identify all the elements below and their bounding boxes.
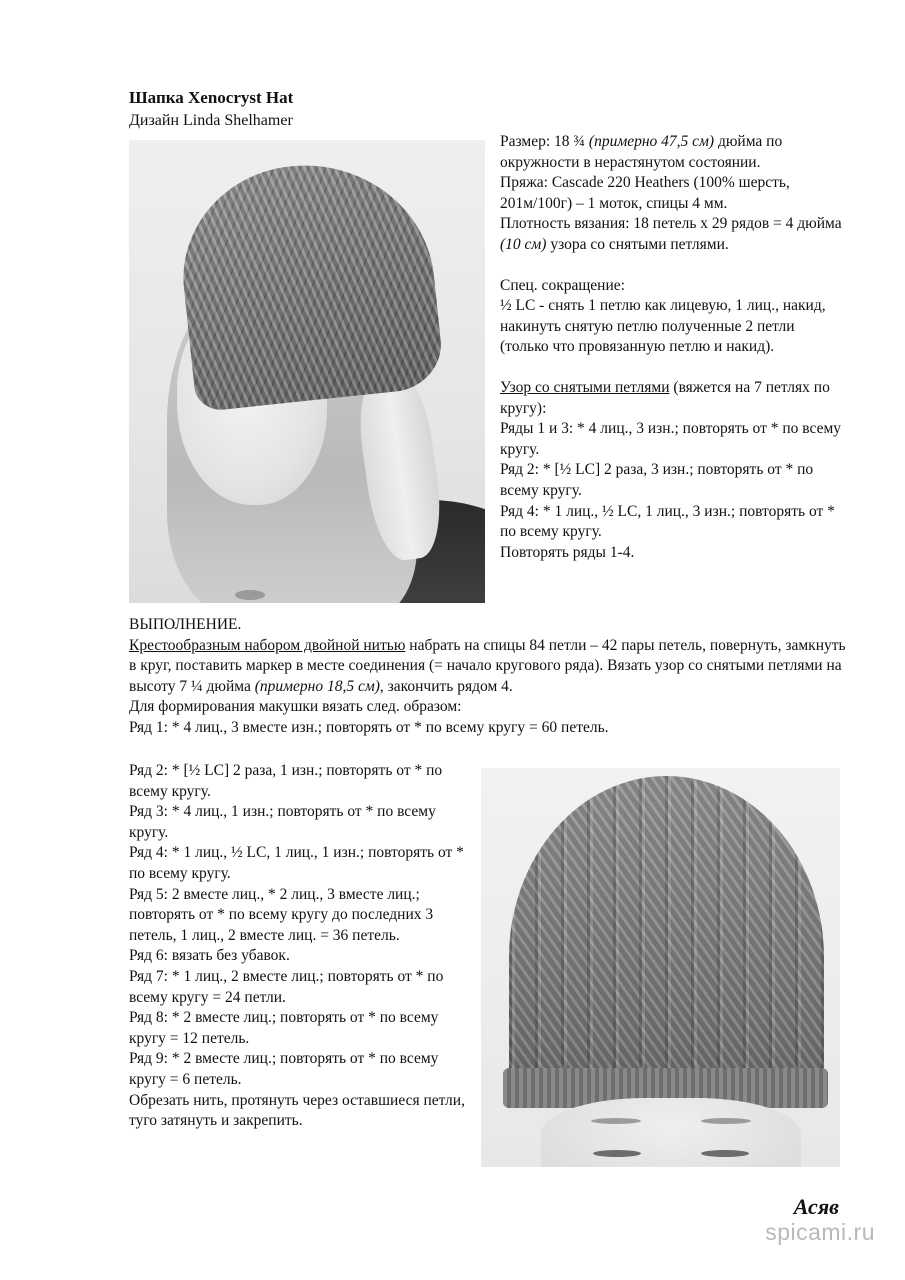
crown-row: Ряд 2: * [½ LC] 2 раза, 1 изн.; повторять от * по всему кругу.: [129, 762, 443, 800]
gauge-line: [500, 214, 845, 255]
size-rest: дюйма по окружности в нерастянутом состоянии.: [500, 133, 783, 171]
crown-row: Ряд 6: вязать без убавок.: [129, 947, 290, 965]
finishing-text: Обрезать нить, протянуть через оставшиеся петли, туго затянуть и закрепить.: [129, 1091, 465, 1130]
knitted-hat-shape: [509, 776, 824, 1106]
gauge-cm: (10 см): [500, 235, 547, 253]
instructions-block: [129, 615, 849, 739]
crown-row: Ряд 9: * 2 вместе лиц.; повторять от * по всему кругу = 6 петель.: [129, 1050, 439, 1088]
knitted-hat-shape: [172, 153, 445, 413]
face-shape: [541, 1098, 801, 1167]
brow-shape: [701, 1118, 751, 1124]
pattern-row: Ряды 1 и 3: * 4 лиц., 3 изн.; повторять от * по всему кругу.: [500, 420, 842, 458]
pattern-row: Повторять ряды 1-4.: [500, 543, 635, 561]
pattern-title-rest: (вяжется на 7 петлях по кругу):: [500, 378, 830, 417]
crown-intro: Для формирования макушки вязать след. образом:: [129, 698, 462, 716]
instructions-heading: ВЫПОЛНЕНИЕ.: [129, 616, 242, 633]
size-label: Размер: 18 ¾: [500, 133, 589, 150]
author-signature: Асяв: [793, 1194, 839, 1219]
pattern-title: [500, 378, 845, 419]
crown-row: Ряд 4: * 1 лиц., ½ LC, 1 лиц., 1 изн.; повторять от * по всему кругу.: [129, 844, 464, 882]
cast-on-end: , закончить рядом 4.: [379, 677, 513, 695]
cast-on-text: набрать на спицы 84 петли – 42 пары петель, повернуть, замкнуть в круг, поставить маркер в месте соединения (= начало кругового ряда). Вязать узор со снятыми петлями на высоту 7 ¼ дюйма: [129, 636, 846, 695]
abbrev-title: Спец. сокращение:: [500, 276, 625, 294]
gauge-rest: узора со снятыми петлями.: [546, 235, 729, 253]
pattern-row: Ряд 2: * [½ LC] 2 раза, 3 изн.; повторять от * по всему кругу.: [500, 461, 814, 499]
crown-row: Ряд 3: * 4 лиц., 1 изн.; повторять от * по всему кругу.: [129, 803, 436, 841]
hat-photo-model: [129, 140, 485, 603]
pattern-title-underlined: Узор со снятыми петлями: [500, 378, 670, 396]
crown-row: Ряд 7: * 1 лиц., 2 вместе лиц.; повторять от * по всему кругу = 24 петли.: [129, 967, 444, 1006]
cast-on-paragraph: [129, 636, 849, 698]
pattern-row: Ряд 4: * 1 лиц., ½ LC, 1 лиц., 3 изн.; повторять от * по всему кругу.: [500, 502, 835, 541]
abbrev-text: ½ LC - снять 1 петлю как лицевую, 1 лиц., накид, накинуть снятую петлю полученные 2 петли (только что провязанную петлю и накид).: [500, 297, 826, 356]
cast-on-cm: (примерно 18,5 см): [254, 677, 380, 695]
crown-rows-block: [129, 761, 471, 1132]
crown-row-1: Ряд 1: * 4 лиц., 3 вместе изн.; повторять от * по всему кругу = 60 петель.: [129, 718, 609, 736]
lips-shape: [235, 590, 265, 600]
site-watermark: spicami.ru: [765, 1219, 875, 1245]
eye-shape: [593, 1150, 641, 1157]
size-cm: (примерно 47,5 см): [588, 133, 715, 150]
crown-row: Ряд 5: 2 вместе лиц., * 2 лиц., 3 вместе лиц.; повторять от * по всему кругу до последних 3 петель, 1 лиц., 2 вместе лиц. = 36 петель.: [129, 885, 434, 944]
page-title: Шапка Xenocryst Hat: [129, 88, 294, 107]
cast-on-method: Крестообразным набором двойной нитью: [129, 636, 406, 654]
yarn-line: Пряжа: Cascade 220 Heathers (100% шерсть, 201м/100г) – 1 моток, спицы 4 мм.: [500, 174, 790, 212]
designer-credit: Дизайн Linda Shelhamer: [129, 112, 293, 129]
eye-shape: [701, 1150, 749, 1157]
gauge-label: Плотность вязания: 18 петель х 29 рядов = 4 дюйма: [500, 215, 842, 233]
brow-shape: [591, 1118, 641, 1124]
crown-row: Ряд 8: * 2 вместе лиц.; повторять от * по всему кругу = 12 петель.: [129, 1009, 439, 1047]
specs-block: [500, 132, 845, 563]
size-line: [500, 132, 845, 173]
hat-photo-closeup: [481, 768, 840, 1167]
